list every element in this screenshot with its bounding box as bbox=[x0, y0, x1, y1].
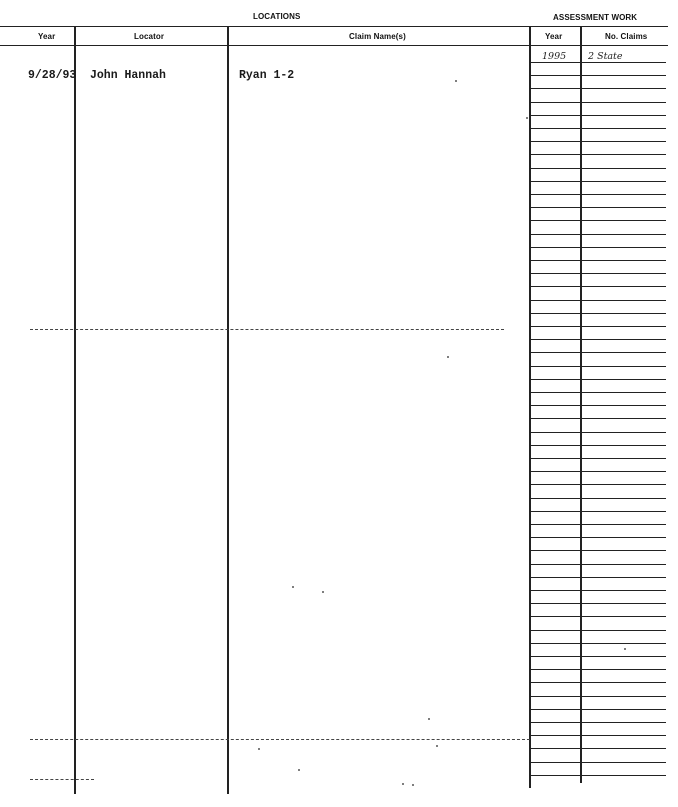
assessment-ruled-line bbox=[529, 260, 666, 261]
scan-speck bbox=[412, 784, 414, 786]
scan-speck bbox=[624, 648, 626, 650]
assessment-ruled-line bbox=[529, 471, 666, 472]
col-header-assess-year: Year bbox=[545, 32, 563, 41]
assessment-ruled-line bbox=[529, 300, 666, 301]
assessment-ruled-line bbox=[529, 748, 666, 749]
assessment-ruled-line bbox=[529, 722, 666, 723]
assessment-ruled-line bbox=[529, 484, 666, 485]
assessment-ruled-line bbox=[529, 286, 666, 287]
assessment-ruled-line bbox=[529, 207, 666, 208]
assessment-ruled-line bbox=[529, 418, 666, 419]
assessment-ruled-line bbox=[529, 709, 666, 710]
assessment-ruled-line bbox=[529, 141, 666, 142]
assessment-ruled-line bbox=[529, 524, 666, 525]
entry-claim-names: Ryan 1-2 bbox=[239, 69, 295, 82]
assessment-ruled-line bbox=[529, 339, 666, 340]
assessment-ruled-line bbox=[529, 735, 666, 736]
assessment-ruled-line bbox=[529, 154, 666, 155]
assessment-ruled-line bbox=[529, 498, 666, 499]
assessment-ruled-line bbox=[529, 181, 666, 182]
assessment-ruled-line bbox=[529, 643, 666, 644]
scan-speck bbox=[447, 356, 449, 358]
section-separator-upper bbox=[30, 329, 504, 330]
assessment-ruled-line bbox=[529, 273, 666, 274]
assessment-ruled-line bbox=[529, 590, 666, 591]
assessment-ruled-line bbox=[529, 313, 666, 314]
scan-speck bbox=[402, 783, 404, 785]
top-rule bbox=[0, 26, 668, 27]
scan-speck bbox=[322, 591, 324, 593]
section-separator-lower bbox=[30, 739, 530, 740]
assessment-ruled-line bbox=[529, 234, 666, 235]
assessment-ruled-line bbox=[529, 537, 666, 538]
header-underline bbox=[0, 45, 668, 46]
bottom-smudge bbox=[30, 779, 94, 780]
assessment-ruled-line bbox=[529, 669, 666, 670]
col-header-year: Year bbox=[38, 32, 56, 41]
assessment-ruled-line bbox=[529, 128, 666, 129]
col-header-no-claims: No. Claims bbox=[605, 32, 648, 41]
scan-speck bbox=[258, 748, 260, 750]
assessment-ruled-line bbox=[529, 115, 666, 116]
entry-year: 9/28/93 bbox=[28, 69, 77, 82]
assessment-ruled-line bbox=[529, 682, 666, 683]
assessment-ruled-line bbox=[529, 616, 666, 617]
assessment-ruled-line bbox=[529, 88, 666, 89]
scan-speck bbox=[436, 745, 438, 747]
assessment-ruled-line bbox=[529, 603, 666, 604]
assessment-ruled-line bbox=[529, 577, 666, 578]
locations-title: LOCATIONS bbox=[253, 12, 301, 21]
assessment-year-handwritten: 1995 bbox=[542, 51, 567, 62]
assessment-ruled-line bbox=[529, 445, 666, 446]
assessment-claims-handwritten: 2 State bbox=[588, 51, 623, 62]
scan-speck bbox=[455, 80, 457, 82]
assessment-ruled-line bbox=[529, 247, 666, 248]
assessment-ruled-line bbox=[529, 366, 666, 367]
scan-speck bbox=[292, 586, 294, 588]
assessment-ruled-line bbox=[529, 656, 666, 657]
assessment-ruled-line bbox=[529, 762, 666, 763]
assessment-ruled-line bbox=[529, 352, 666, 353]
assessment-ruled-line bbox=[529, 405, 666, 406]
assessment-ruled-line bbox=[529, 220, 666, 221]
assessment-ruled-line bbox=[529, 62, 666, 63]
assessment-ruled-line bbox=[529, 696, 666, 697]
scan-speck bbox=[526, 117, 528, 119]
assessment-ruled-line bbox=[529, 194, 666, 195]
scan-speck bbox=[298, 769, 300, 771]
col-header-locator: Locator bbox=[134, 32, 165, 41]
divider-year-locator bbox=[74, 26, 76, 794]
scan-speck bbox=[428, 718, 430, 720]
assessment-ruled-line bbox=[529, 379, 666, 380]
assessment-ruled-line bbox=[529, 564, 666, 565]
assessment-ruled-line bbox=[529, 326, 666, 327]
assessment-ruled-line bbox=[529, 630, 666, 631]
assessment-ruled-line bbox=[529, 432, 666, 433]
assessment-work-title: ASSESSMENT WORK bbox=[553, 13, 638, 22]
assessment-ruled-line bbox=[529, 775, 666, 776]
assessment-ruled-line bbox=[529, 392, 666, 393]
assessment-ruled-line bbox=[529, 102, 666, 103]
col-header-claim-names: Claim Name(s) bbox=[349, 32, 406, 41]
assessment-ruled-line bbox=[529, 168, 666, 169]
entry-locator: John Hannah bbox=[90, 69, 166, 82]
assessment-ruled-line bbox=[529, 550, 666, 551]
divider-locator-claims bbox=[227, 26, 229, 794]
assessment-ruled-line bbox=[529, 511, 666, 512]
assessment-ruled-line bbox=[529, 75, 666, 76]
assessment-ruled-line bbox=[529, 458, 666, 459]
